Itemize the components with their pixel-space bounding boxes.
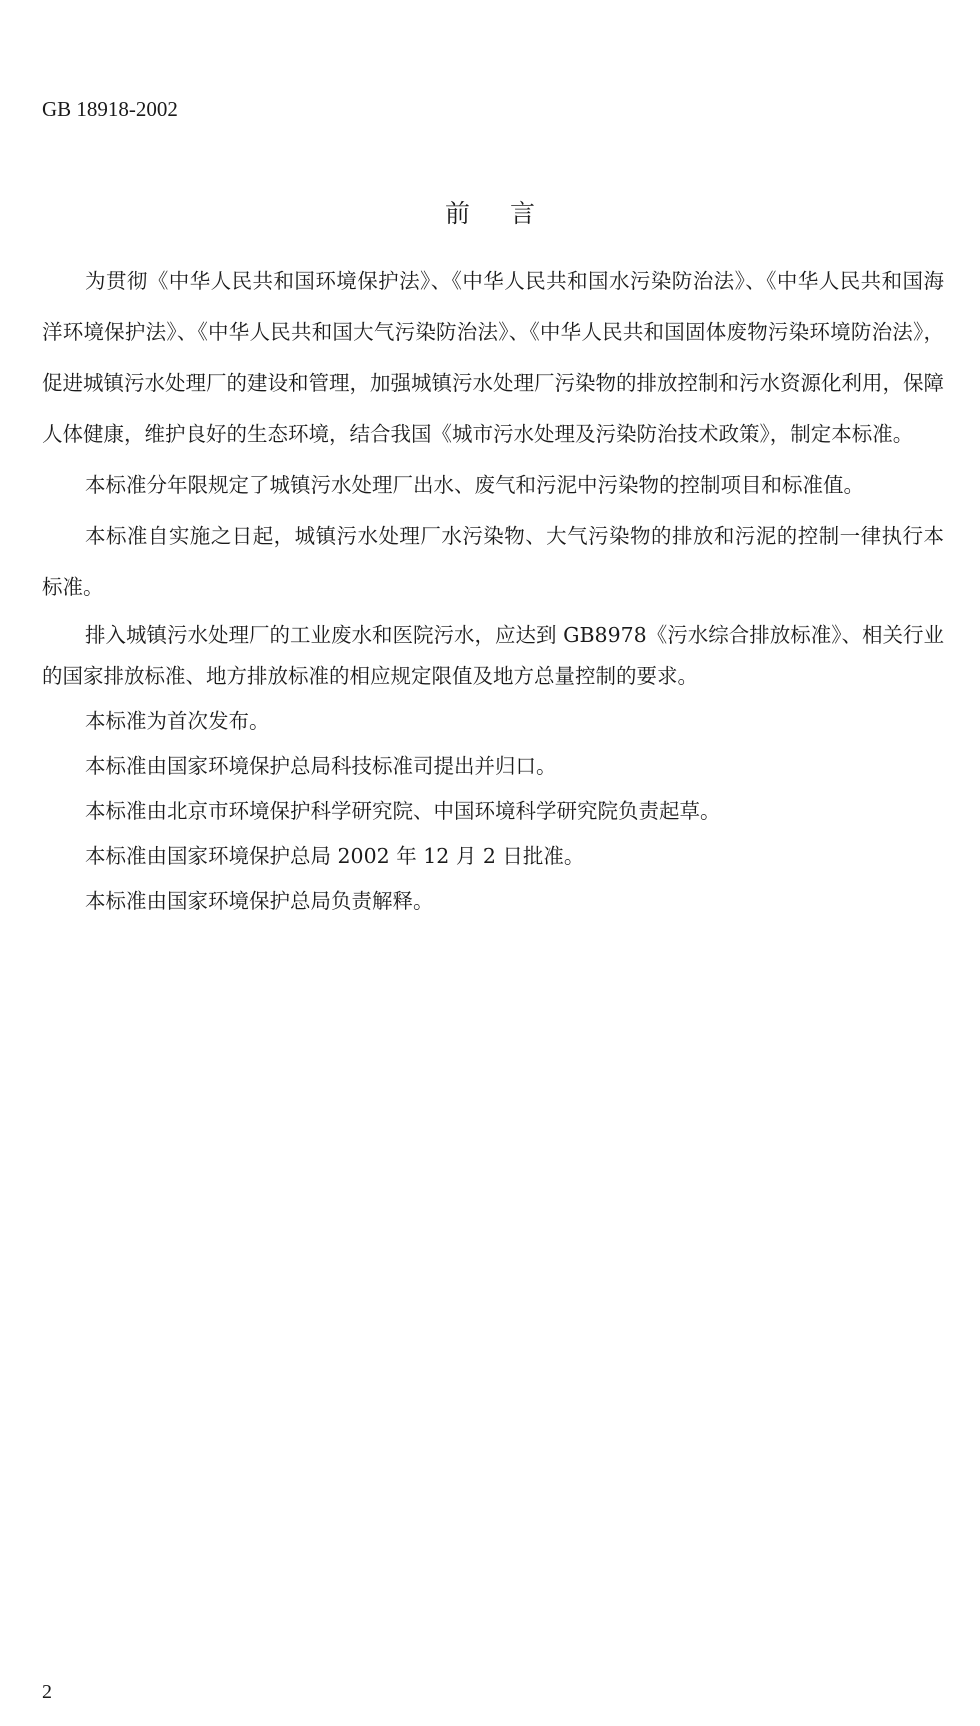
standard-number: GB 18918-2002 (42, 97, 178, 121)
paragraph-proposed-by: 本标准由国家环境保护总局科技标准司提出并归口。 (85, 754, 557, 778)
paragraph-interpreted-by: 本标准由国家环境保护总局负责解释。 (85, 889, 434, 913)
paragraph-industrial-wastewater: 排入城镇污水处理厂的工业废水和医院污水，应达到 GB8978《污水综合排放标准》、相关行业的国家排放标准、地方排放标准的相应规定限值及地方总量控制的要求。 (42, 623, 944, 688)
document-body (42, 256, 944, 922)
paragraph-purpose: 为贯彻《中华人民共和国环境保护法》、《中华人民共和国水污染防治法》、《中华人民共和国海洋环境保护法》、《中华人民共和国大气污染防治法》、《中华人民共和国固体废物污染环境防治法》，促进城镇污水处理厂的建设和管理，加强城镇污水处理厂污染物的排放控制和污水资源化利用，保障人体健康，维护良好的生态环境，结合我国《城市污水处理及污染防治技术政策》，制定本标准。 (42, 269, 944, 446)
paragraph-first-release: 本标准为首次发布。 (85, 709, 270, 733)
paragraph-drafted-by: 本标准由北京市环境保护科学研究院、中国环境科学研究院负责起草。 (85, 799, 721, 823)
paragraph-effective: 本标准自实施之日起，城镇污水处理厂水污染物、大气污染物的排放和污泥的控制一律执行本标准。 (42, 524, 944, 599)
page-title: 前言 (444, 199, 575, 228)
paragraph-approved-by: 本标准由国家环境保护总局 2002 年 12 月 2 日批准。 (85, 844, 585, 868)
page-number: 2 (42, 1681, 52, 1703)
paragraph-scope: 本标准分年限规定了城镇污水处理厂出水、废气和污泥中污染物的控制项目和标准值。 (85, 473, 864, 497)
